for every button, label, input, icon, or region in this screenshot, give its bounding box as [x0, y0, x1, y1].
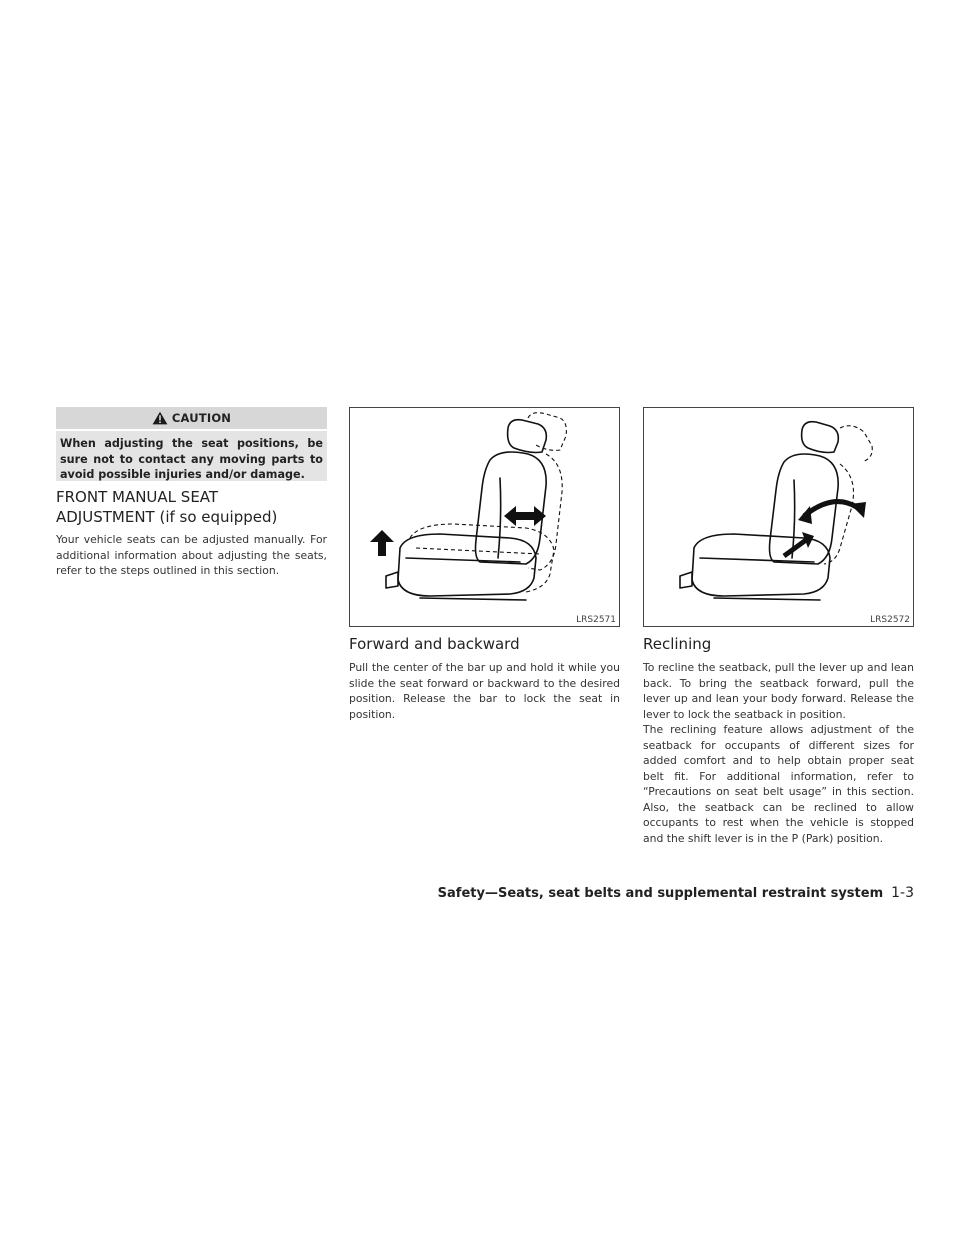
figure-code: LRS2571 [576, 615, 616, 625]
caution-line: sure not to contact any moving parts to [60, 452, 323, 466]
warning-triangle-icon [152, 411, 168, 425]
caution-line: avoid possible injuries and/or damage. [60, 468, 305, 482]
figure-seat-slide [349, 407, 620, 627]
figure-seat-recline [643, 407, 914, 627]
section-heading-line: FRONT MANUAL SEAT [56, 488, 219, 506]
page-footer [395, 885, 914, 901]
caution-header [56, 407, 327, 429]
figure-code: LRS2572 [870, 615, 910, 625]
forward-backward-heading: Forward and backward [349, 635, 520, 653]
caution-line: When adjusting the seat positions, be [60, 437, 323, 450]
section-intro: Your vehicle seats can be adjusted manually. For additional information about adjusting the seats, refer to the steps outlined in this section. [56, 533, 327, 577]
seat-slide-illustration [350, 408, 619, 626]
reclining-text-2: The reclining feature allows adjustment of the seatback for occupants of different sizes for added comfort and to help obtain proper seat belt fit. For additional information, refer to “Precautions on seat belt usage” in this section. Also, the seatback can be reclined to allow occupants to rest when the vehicle is stopped and the shift lever is in the P (Park) position. [643, 723, 914, 845]
forward-backward-text: Pull the center of the bar up and hold it while you slide the seat forward or backward to the desired position. Release the bar to lock the seat in position. [349, 661, 620, 721]
caution-label: CAUTION [171, 411, 232, 425]
footer-chapter-title: Safety—Seats, seat belts and supplemental restraint system [437, 886, 884, 901]
section-heading [56, 487, 336, 527]
reclining-heading: Reclining [643, 635, 712, 653]
reclining-text-1: To recline the seatback, pull the lever up and lean back. To bring the seatback forward, pull the lever up and lean your body forward. Release the lever to lock the seatback in position. [643, 661, 914, 721]
section-heading-line: ADJUSTMENT (if so equipped) [56, 508, 278, 526]
page-number: 1-3 [891, 885, 914, 901]
seat-recline-illustration [644, 408, 913, 626]
caution-body [56, 431, 327, 481]
